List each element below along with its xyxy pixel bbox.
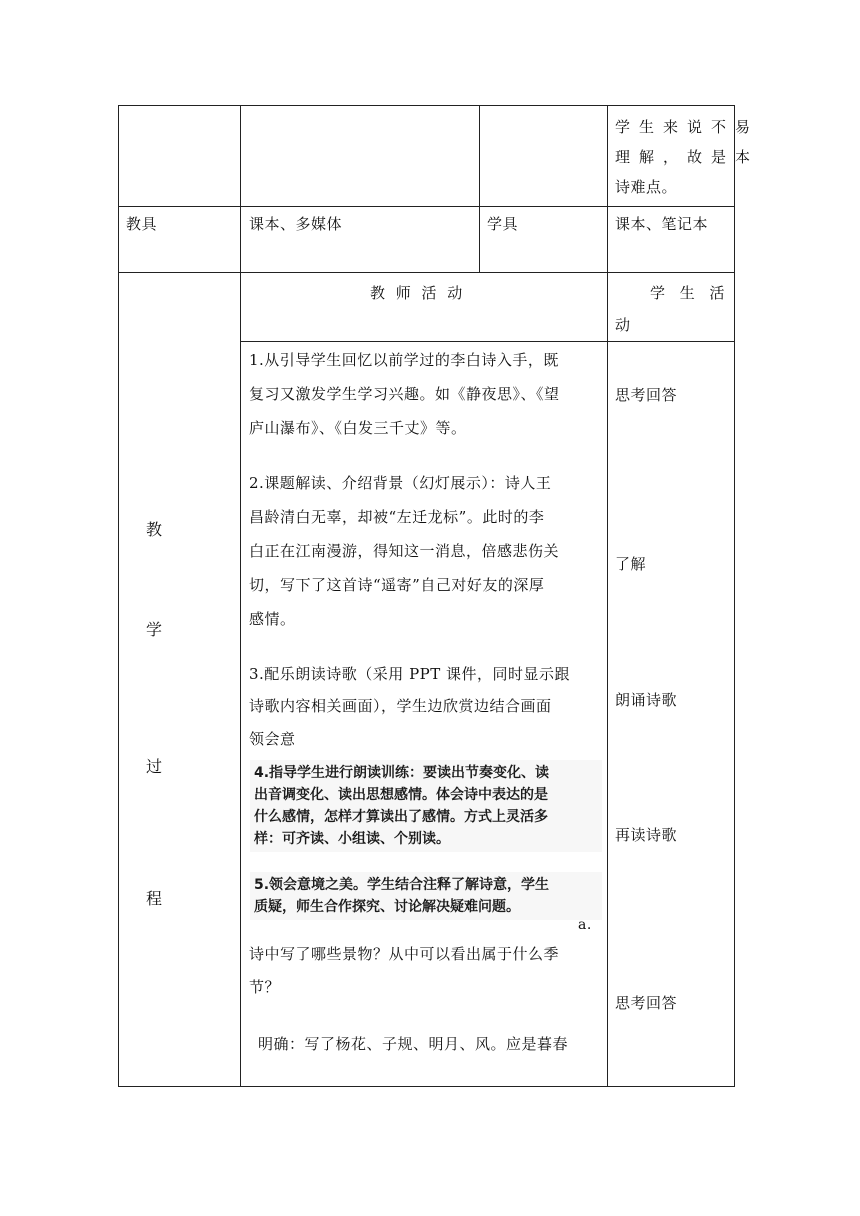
student-activity: 了解	[615, 555, 647, 573]
process-label-char: 过	[146, 757, 163, 776]
student-tools-value: 课本、笔记本	[615, 215, 709, 233]
step3-line: 诗歌内容相关画面），学生边欣赏边结合画面	[249, 697, 552, 715]
header-row-divider	[240, 341, 735, 342]
step3-line: 领会意	[249, 730, 296, 748]
teacher-activity-header: 教 师 活 动	[370, 284, 466, 302]
step2-line: 2.课题解读、介绍背景（幻灯展示）：诗人王	[249, 474, 552, 492]
teacher-tools-value: 课本、多媒体	[249, 215, 343, 233]
column-divider	[240, 105, 241, 1087]
step2-line: 感情。	[249, 610, 296, 628]
student-activity: 朗诵诗歌	[615, 691, 678, 709]
table-border-right	[734, 105, 735, 1087]
table-border-left	[118, 105, 119, 1087]
difficulty-note-line: 学生来说不易	[615, 118, 760, 136]
step4-line: 样：可齐读、小组读、个别读。	[254, 831, 450, 847]
student-tools-label: 学具	[487, 215, 519, 233]
step5-block	[250, 872, 602, 920]
table-border-bottom	[118, 1086, 735, 1087]
process-label-char: 教	[146, 520, 163, 539]
process-label-char: 学	[146, 620, 163, 639]
table-row-divider	[118, 272, 735, 273]
student-activity-header: 动	[615, 316, 631, 334]
process-label-char: 程	[146, 889, 163, 908]
answer-line: 明确：写了杨花、子规、明月、风。应是暮春	[258, 1035, 569, 1053]
step2-line: 切，写下了这首诗“遥寄”自己对好友的深厚	[249, 576, 545, 594]
step2-line: 昌龄清白无辜，却被“左迁龙标”。此时的李	[249, 508, 545, 526]
step2-line: 白正在江南漫游，得知这一消息，倍感悲伤关	[249, 542, 560, 560]
column-divider	[479, 105, 480, 273]
step4-line: 4.指导学生进行朗读训练：要读出节奏变化、读	[254, 765, 550, 781]
question-line: 节？	[249, 978, 281, 996]
teacher-tools-label: 教具	[126, 215, 158, 233]
student-activity: 再读诗歌	[615, 826, 678, 844]
step1-line: 复习又激发学生学习兴趣。如《静夜思》、《望	[249, 385, 560, 403]
step5-line: 质疑，师生合作探究、讨论解决疑难问题。	[254, 899, 520, 915]
step5-line: 5.领会意境之美。学生结合注释了解诗意，学生	[254, 877, 550, 893]
table-border-top	[118, 105, 735, 106]
step3-line: 3.配乐朗读诗歌（采用 PPT 课件，同时显示跟	[249, 665, 571, 683]
student-activity: 思考回答	[615, 994, 678, 1012]
difficulty-note-line: 诗难点。	[615, 178, 678, 196]
step4-line: 出音调变化、读出思想感情。体会诗中表达的是	[254, 787, 548, 803]
step4-line: 什么感情，怎样才算读出了感情。方式上灵活多	[254, 809, 548, 825]
student-activity-header: 学 生 活	[650, 284, 730, 302]
step4-block	[250, 760, 602, 852]
column-divider	[607, 105, 608, 1087]
student-activity: 思考回答	[615, 386, 678, 404]
difficulty-note-line: 理解，故是本	[615, 148, 760, 166]
step5-a-marker: a.	[578, 917, 592, 933]
question-line: 诗中写了哪些景物？从中可以看出属于什么季	[249, 945, 560, 963]
step1-line: 庐山瀑布》、《白发三千丈》等。	[249, 419, 467, 437]
step1-line: 1.从引导学生回忆以前学过的李白诗入手，既	[249, 351, 559, 369]
